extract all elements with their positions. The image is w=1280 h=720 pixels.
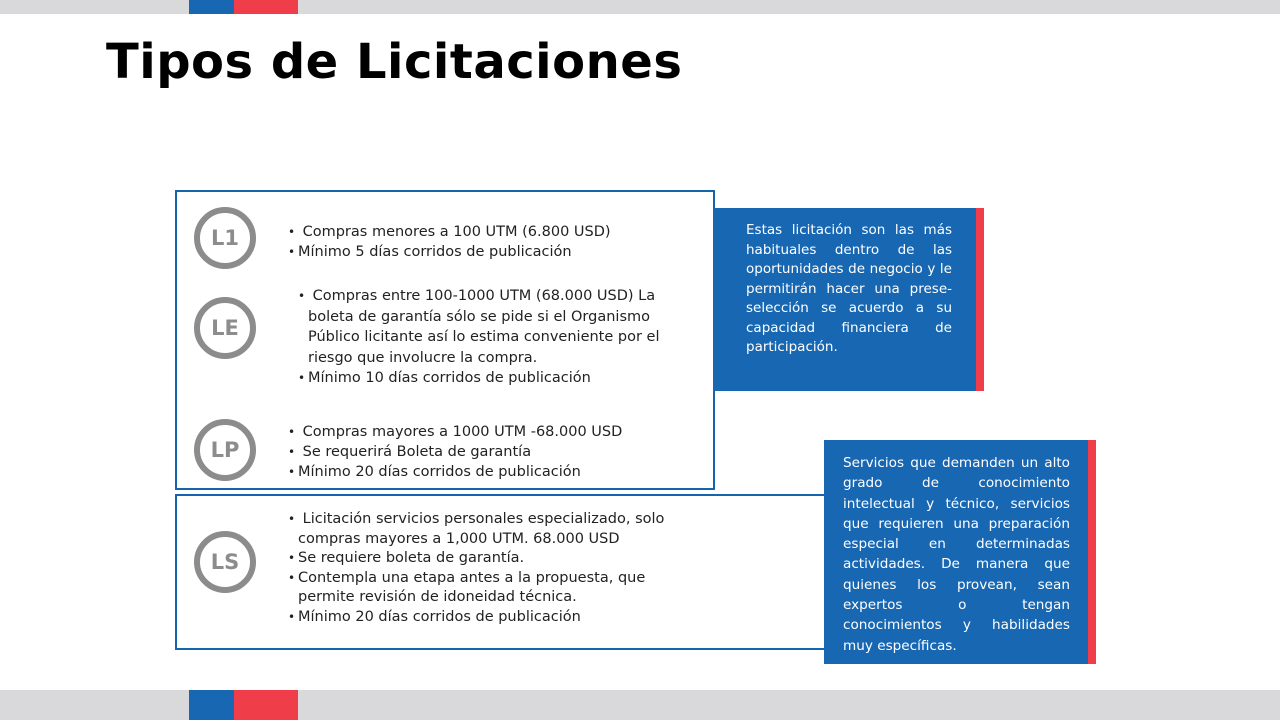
note-panel-habituales [713, 208, 976, 391]
tier-badge-ls [194, 531, 256, 593]
tier-bullets-lp [288, 422, 698, 482]
tier-badge-le [194, 297, 256, 359]
tier-code-ls: LS [210, 550, 240, 574]
flag-stripe-blue-bottom [189, 690, 234, 720]
list-item: • Mínimo 20 días corridos de publicación [288, 608, 673, 628]
tier-bullets-le [298, 286, 670, 389]
list-item: • Mínimo 10 días corridos de publicación [298, 368, 670, 389]
tier-bullets-l1 [288, 222, 688, 262]
list-item: • Se requerirá Boleta de garantía [288, 442, 698, 462]
list-item: • Mínimo 5 días corridos de publicación [288, 242, 688, 262]
list-item: • Contempla una etapa antes a la propuesta, que permite revisión de idoneidad técnica. [288, 569, 673, 608]
page-title: Tipos de Licitaciones [106, 34, 683, 90]
list-item: • Licitación servicios personales especializado, solo compras mayores a 1,000 UTM. 68.000 USD [288, 510, 673, 549]
tier-code-l1: L1 [211, 226, 239, 250]
list-item: • Mínimo 20 días corridos de publicación [288, 462, 698, 482]
note-accent-stripe-top [976, 208, 984, 391]
tier-bullets-ls [288, 510, 673, 627]
note-text-servicios: Servicios que demanden un alto grado de conocimiento intelectual y técnico, servicios que requieren una preparación especial en determinadas actividades. De manera que quienes los provean, sean expertos o tengan conocimientos y habilidades muy específicas. [843, 455, 1070, 654]
list-item: • Compras entre 100-1000 UTM (68.000 USD) La boleta de garantía sólo se pide si el Organismo Público licitante así lo estima conveniente por el riesgo que involucre la compra. [298, 286, 670, 368]
note-panel-servicios [824, 440, 1088, 664]
tier-badge-lp [194, 419, 256, 481]
tier-code-lp: LP [210, 438, 240, 462]
list-item: • Se requiere boleta de garantía. [288, 549, 673, 569]
tier-badge-l1 [194, 207, 256, 269]
list-item: • Compras menores a 100 UTM (6.800 USD) [288, 222, 688, 242]
flag-stripe-red-top [234, 0, 298, 14]
note-accent-stripe-bottom [1088, 440, 1096, 664]
tier-code-le: LE [211, 316, 239, 340]
flag-stripe-red-bottom [234, 690, 298, 720]
flag-stripe-blue-top [189, 0, 234, 14]
list-item: • Compras mayores a 1000 UTM -68.000 USD [288, 422, 698, 442]
note-text-habituales: Estas licitación son las más habituales dentro de las oportunidades de negocio y le permitirán hacer una prese-selección se acuerdo a su capacidad financiera de participación. [746, 222, 952, 355]
